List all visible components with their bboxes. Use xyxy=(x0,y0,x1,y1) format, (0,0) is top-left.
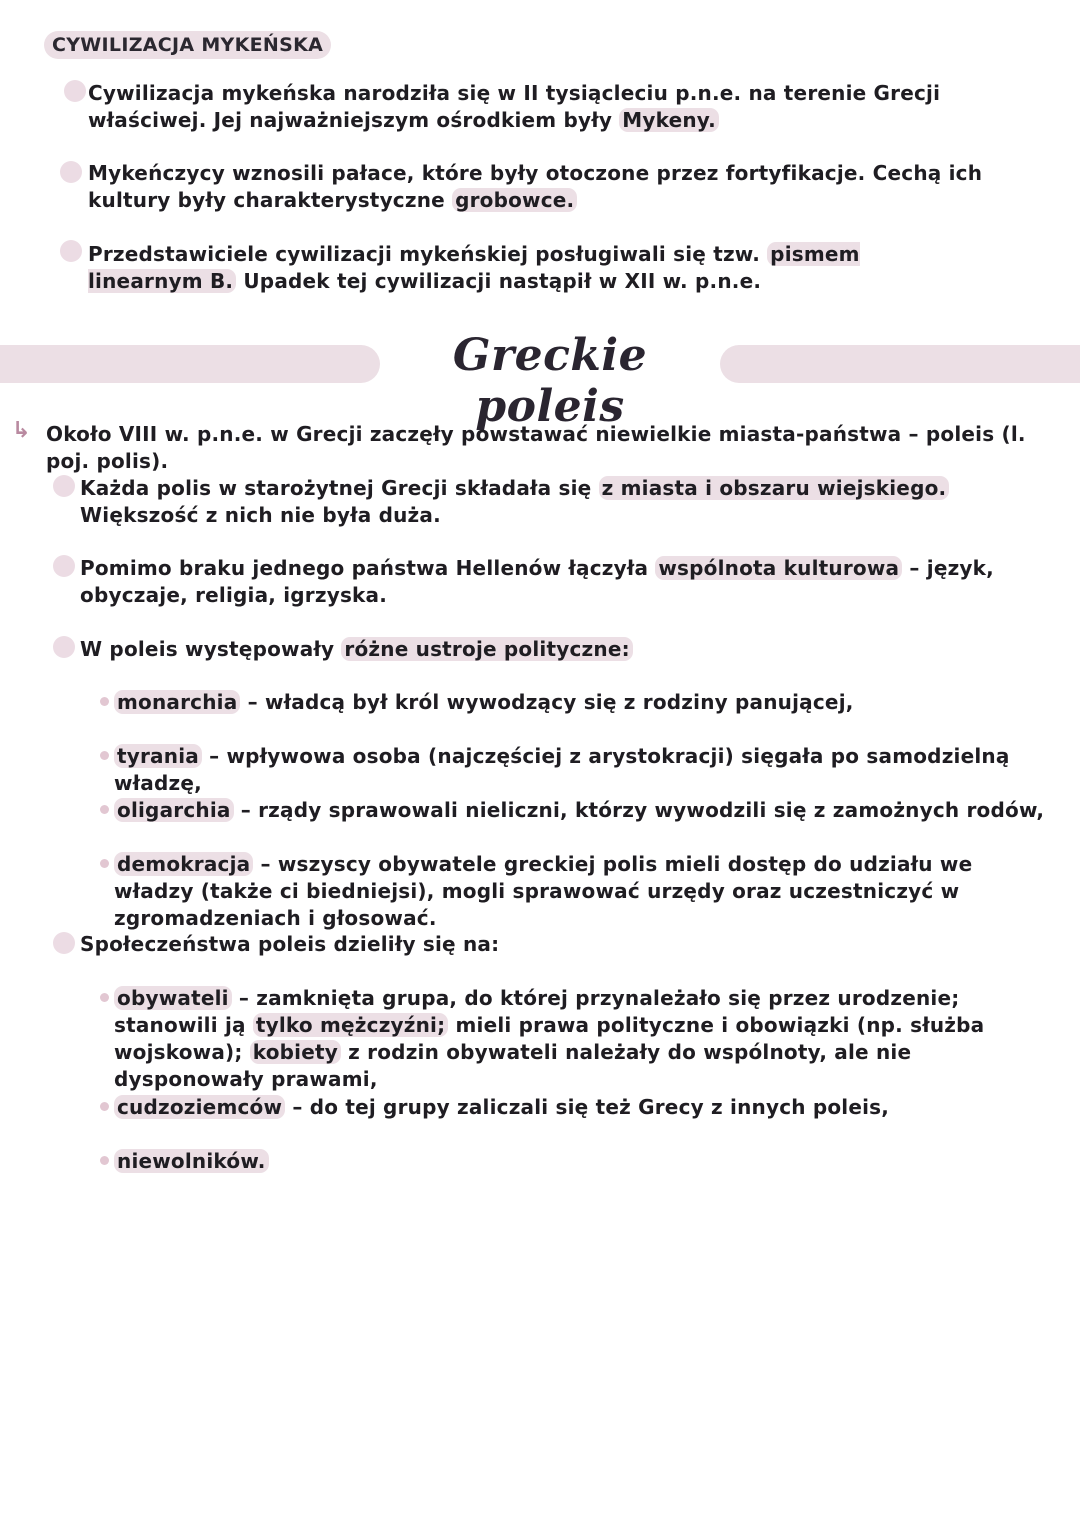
paragraph-mykeny-origin: Cywilizacja mykeńska narodziła się w II tysiącleciu p.n.e. na terenie Grecji właściwej. Jej najważniejszym ośrodkiem były Mykeny. xyxy=(88,81,941,132)
bullet-dot xyxy=(53,555,75,577)
highlight: z miasta i obszaru wiejskiego. xyxy=(599,476,950,500)
highlight: Mykeny. xyxy=(619,108,719,132)
highlight: monarchia xyxy=(114,690,240,714)
group-slaves xyxy=(114,1148,1044,1175)
sub-bullet-dot xyxy=(100,697,109,706)
highlight: tylko mężczyźni; xyxy=(253,1013,448,1037)
system-democracy: demokracja – wszyscy obywatele greckiej polis mieli dostęp do udziału we władzy (także ci biedniejsi), mogli sprawować urzędy oraz uczestniczyć w zgromadzeniach i głosować. xyxy=(114,852,973,930)
highlight: tyrania xyxy=(114,744,202,768)
paragraph-cultural-community: Pomimo braku jednego państwa Hellenów łączyła wspólnota kulturowa – język, obyczaje, religia, igrzyska. xyxy=(80,556,994,607)
bullet-dot xyxy=(64,80,86,102)
system-tyranny: tyrania – wpływowa osoba (najczęściej z arystokracji) sięgała po samodzielną władzę, xyxy=(114,744,1010,795)
paragraph-society: Społeczeństwa poleis dzieliły się na: xyxy=(80,932,500,956)
sub-bullet-dot xyxy=(100,1156,109,1165)
paragraph-polis-structure: Każda polis w starożytnej Grecji składała się z miasta i obszaru wiejskiego. Większość z nich nie była duża. xyxy=(80,475,1040,529)
highlight: cudzoziemców xyxy=(114,1095,285,1119)
bullet-dot xyxy=(60,240,82,262)
sub-bullet-dot xyxy=(100,1102,109,1111)
highlight: demokracja xyxy=(114,852,253,876)
title-band-left xyxy=(0,345,380,383)
section-heading: CYWILIZACJA MYKEŃSKA xyxy=(44,31,331,59)
arrow-icon: ↳ xyxy=(12,418,31,443)
highlight: wspólnota kulturowa xyxy=(655,556,902,580)
sub-bullet-dot xyxy=(100,805,109,814)
page-title: Greckie poleis xyxy=(452,330,648,432)
highlight: kobiety xyxy=(250,1040,341,1064)
bullet-dot xyxy=(53,932,75,954)
highlight: niewolników. xyxy=(114,1149,269,1173)
bullet-dot xyxy=(53,475,75,497)
system-monarchy: monarchia – władcą był król wywodzący się z rodziny panującej, xyxy=(114,689,1044,716)
sub-bullet-dot xyxy=(100,751,109,760)
group-foreigners: cudzoziemców – do tej grupy zaliczali się też Grecy z innych poleis, xyxy=(114,1094,1044,1121)
system-oligarchy: oligarchia – rządy sprawowali nieliczni, którzy wywodzili się z zamożnych rodów, xyxy=(114,797,1054,824)
bullet-dot xyxy=(53,636,75,658)
paragraph-political-systems: W poleis występowały różne ustroje polityczne: xyxy=(80,636,1040,663)
highlight: grobowce. xyxy=(452,188,577,212)
paragraph-mykeny-script: Przedstawiciele cywilizacji mykeńskiej posługiwali się tzw. pismem linearnym B. Upadek tej cywilizacji nastąpił w XII w. p.n.e. xyxy=(88,242,860,293)
highlight: obywateli xyxy=(114,986,232,1010)
sub-bullet-dot xyxy=(100,993,109,1002)
highlight: oligarchia xyxy=(114,798,234,822)
highlight: pismem linearnym B. xyxy=(88,242,860,293)
bullet-dot xyxy=(60,161,82,183)
paragraph-mykeny-palaces: Mykeńczycy wznosili pałace, które były otoczone przez fortyfikacje. Cechą ich kultury były charakterystyczne grobowce. xyxy=(88,161,983,212)
group-citizens: obywateli – zamknięta grupa, do której przynależało się przez urodzenie; stanowili ją tylko mężczyźni; mieli prawa polityczne i obowiązki (np. służba wojskowa); kobiety z rodzin obywateli należały do wspólnoty, ale nie dysponowały prawami, xyxy=(114,986,985,1091)
intro-text: Około VIII w. p.n.e. w Grecji zaczęły powstawać niewielkie miasta-państwa – poleis (l. poj. polis). xyxy=(46,422,1026,473)
highlight: różne ustroje polityczne: xyxy=(341,637,632,661)
title-band-right xyxy=(720,345,1080,383)
sub-bullet-dot xyxy=(100,859,109,868)
